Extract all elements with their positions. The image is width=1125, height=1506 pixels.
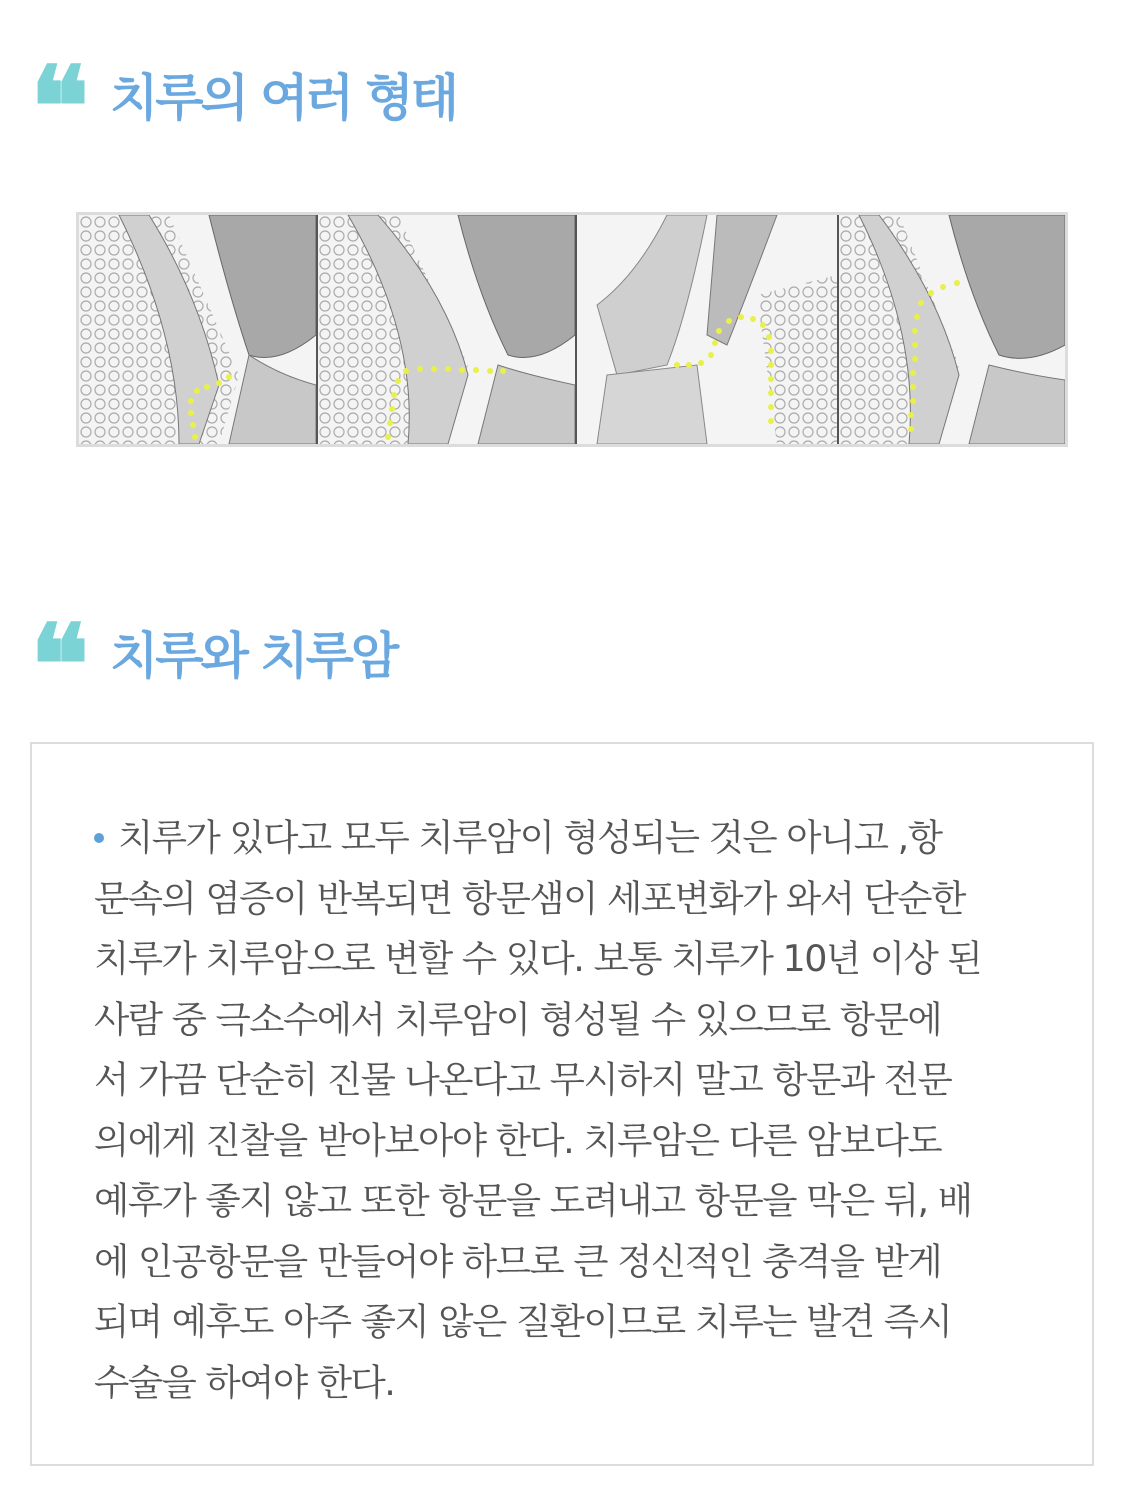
fistula-illustration-4	[839, 215, 1065, 444]
text-line: 되며 예후도 아주 좋지 않은 질환이므로 치루는 발견 즉시	[94, 1300, 952, 1343]
section-heading-types	[30, 42, 456, 171]
info-box	[30, 742, 1094, 1466]
text-line: 에 인공항문을 만들어야 하므로 큰 정신적인 충격을 받게	[94, 1239, 942, 1283]
text-line: 문속의 염증이 반복되면 항문샘이 세포변화가 와서 단순한	[94, 876, 965, 920]
section-heading-cancer	[30, 600, 397, 729]
text-line: 서 가끔 단순히 진물 나온다고 무시하지 말고 항문과 전문	[94, 1058, 952, 1101]
bullet-icon	[94, 833, 104, 843]
fistula-illustration-1	[79, 215, 318, 444]
text-line: 의에게 진찰을 받아보아야 한다. 치루암은 다른 암보다도	[94, 1118, 942, 1162]
quote-icon: ❝	[30, 42, 76, 171]
text-line: 수술을 하여야 한다.	[94, 1360, 395, 1404]
text-line: 사람 중 극소수에서 치루암이 형성될 수 있으므로 항문에	[94, 997, 942, 1041]
fistula-illustration-2	[318, 215, 577, 444]
info-paragraph	[94, 808, 1044, 1413]
section-title: 치루와 치루암	[110, 627, 397, 685]
text-line: 치루가 치루암으로 변할 수 있다. 보통 치루가 10년 이상 된	[94, 937, 982, 980]
text-line: 예후가 좋지 않고 또한 항문을 도려내고 항문을 막은 뒤, 배	[94, 1179, 972, 1222]
section-title: 치루의 여러 형태	[110, 69, 456, 127]
text-line: 치루가 있다고 모두 치루암이 형성되는 것은 아니고 ,항	[94, 808, 1044, 869]
fistula-illustrations	[76, 212, 1068, 447]
fistula-illustration-3	[577, 215, 839, 444]
quote-icon: ❝	[30, 600, 76, 729]
